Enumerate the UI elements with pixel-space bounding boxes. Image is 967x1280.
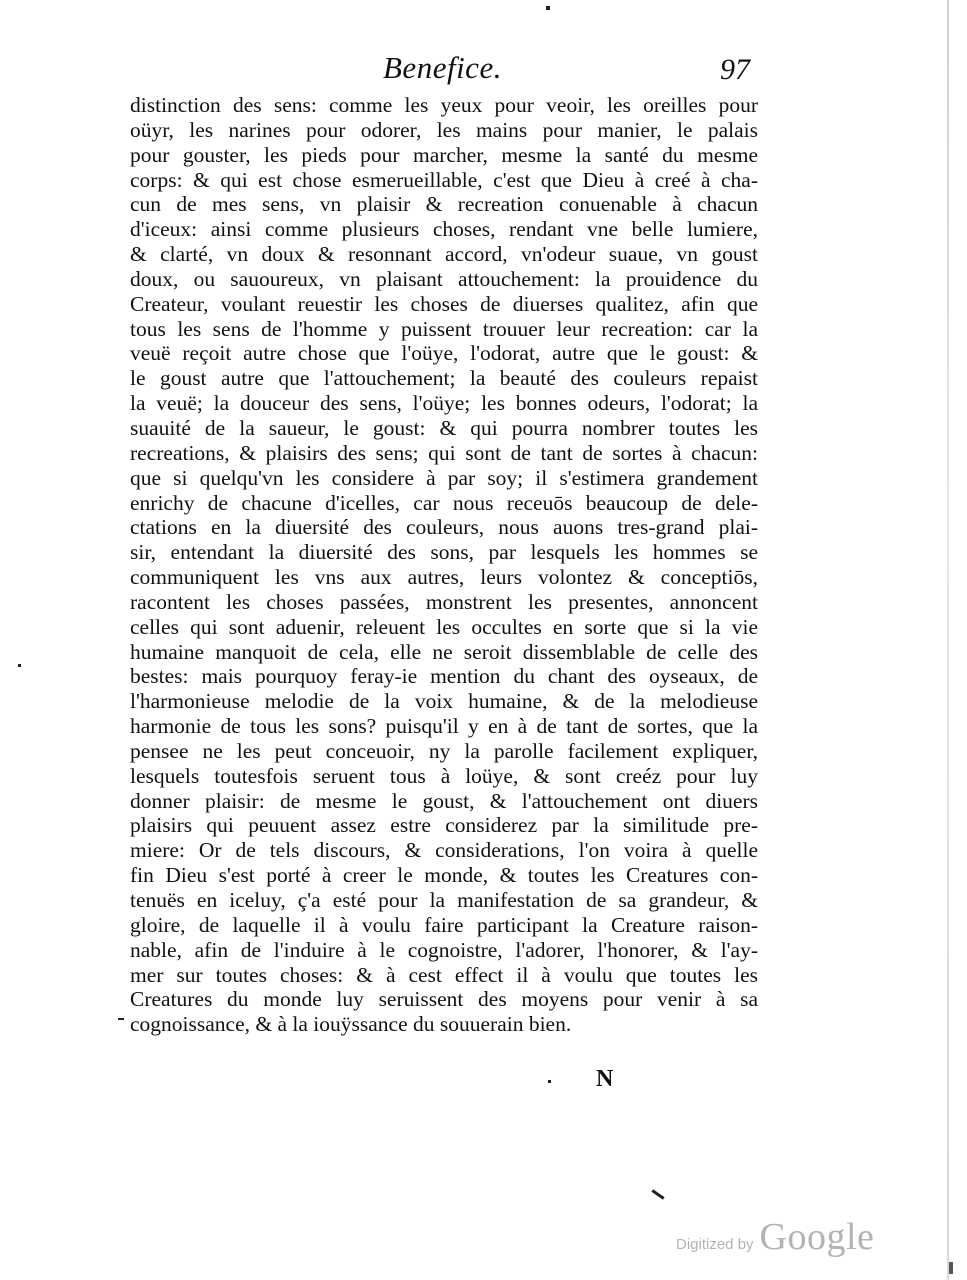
page-edge (947, 0, 949, 1280)
scan-speck (651, 1189, 664, 1199)
text-line: que si quelqu'vn les considere à par soy; il s'estimera grandement (130, 465, 758, 490)
text-line: cun de mes sens, vn plaisir & recreation conuenable à chacun (130, 192, 758, 217)
body-text (130, 93, 758, 1037)
text-line: celles qui sont aduenir, releuent les occultes en sorte que si la vie (130, 614, 758, 639)
text-line: ctations en la diuersité des couleurs, nous auons tres-grand plai- (130, 515, 758, 540)
text-line: enrichy de chacune d'icelles, car nous receuōs beaucoup de dele- (130, 490, 758, 515)
text-line: humaine manquoit de cela, elle ne seroit dissemblable de celle des (130, 639, 758, 664)
catchword: N (596, 1066, 614, 1092)
text-line: racontent les choses passées, monstrent les presentes, annoncent (130, 589, 758, 614)
text-line: tenuës en iceluy, ç'a esté pour la manifestation de sa grandeur, & (130, 888, 758, 912)
text-line: cognoissance, & à la iouÿssance du souuerain bien. (130, 1012, 572, 1037)
text-line: mer sur toutes choses: & à cest effect il à voulu que toutes les (130, 962, 758, 987)
page-number: 97 (720, 53, 750, 86)
text-line: & clarté, vn doux & resonnant accord, vn'odeur suaue, vn goust (130, 242, 758, 267)
text-line: pensee ne les peut conceuoir, ny la parolle facilement expliquer, (130, 738, 758, 763)
text-line: corps: & qui est chose esmerueillable, c'est que Dieu à creé à cha- (130, 167, 758, 192)
text-line: miere: Or de tels discours, & considerations, l'on voira à quelle (130, 838, 758, 863)
text-line: Creatures du monde luy seruissent des moyens pour venir à sa (130, 987, 758, 1012)
scan-speck (18, 664, 21, 667)
digitization-watermark (676, 1215, 874, 1259)
text-line: sir, entendant la diuersité des sons, par lesquels les hommes se (130, 540, 758, 565)
text-line: donner plaisir: de mesme le goust, & l'attouchement ont diuers (130, 788, 758, 813)
text-line: suauité de la saueur, le goust: & qui pourra nombrer toutes les (130, 415, 758, 440)
text-line: gloire, de laquelle il à voulu faire participant la Creature raison- (130, 912, 758, 937)
text-line: la veuë; la douceur des sens, l'oüye; les bonnes odeurs, l'odorat; la (130, 391, 758, 416)
text-line: fin Dieu s'est porté à creer le monde, & toutes les Creatures con- (130, 863, 758, 888)
text-line: l'harmonieuse melodie de la voix humaine, & de la melodieuse (130, 689, 758, 714)
text-line: pour gouster, les pieds pour marcher, mesme la santé du mesme (130, 142, 758, 167)
scan-speck (546, 6, 550, 10)
text-line: Createur, voulant reuestir les choses de diuerses qualitez, afin que (130, 291, 758, 316)
watermark-prefix: Digitized by (676, 1236, 754, 1253)
text-line: lesquels toutesfois seruent tous à loüye, & sont creéz pour luy (130, 763, 758, 788)
text-line: veuë reçoit autre chose que l'oüye, l'odorat, autre que le goust: & (130, 341, 758, 366)
text-line: oüyr, les narines pour odorer, les mains pour manier, le palais (130, 117, 758, 142)
scan-speck (548, 1080, 551, 1083)
scan-speck (949, 1262, 953, 1274)
text-line: bestes: mais pourquoy feray-ie mention du chant des oyseaux, de (130, 664, 758, 689)
text-line: distinction des sens: comme les yeux pour veoir, les oreilles pour (130, 93, 758, 117)
text-line: communiquent les vns aux autres, leurs volontez & conceptiōs, (130, 565, 758, 590)
text-line: le goust autre que l'attouchement; la beauté des couleurs repaist (130, 366, 758, 391)
text-line: recreations, & plaisirs des sens; qui sont de tant de sortes à chacun: (130, 440, 758, 465)
text-line: nable, afin de l'induire à le cognoistre, l'adorer, l'honorer, & l'ay- (130, 937, 758, 962)
running-head: Benefice. (383, 50, 502, 85)
text-line: harmonie de tous les sons? puisqu'il y en à de tant de sortes, que la (130, 714, 758, 739)
text-line: doux, ou sauoureux, vn plaisant attouchement: la prouidence du (130, 266, 758, 291)
text-line: plaisirs qui peuuent assez estre considerez par la similitude pre- (130, 813, 758, 838)
scan-speck (118, 1018, 124, 1020)
google-logo: Google (759, 1216, 875, 1258)
text-line: d'iceux: ainsi comme plusieurs choses, rendant vne belle lumiere, (130, 217, 758, 242)
text-line: tous les sens de l'homme y puissent trouuer leur recreation: car la (130, 316, 758, 341)
